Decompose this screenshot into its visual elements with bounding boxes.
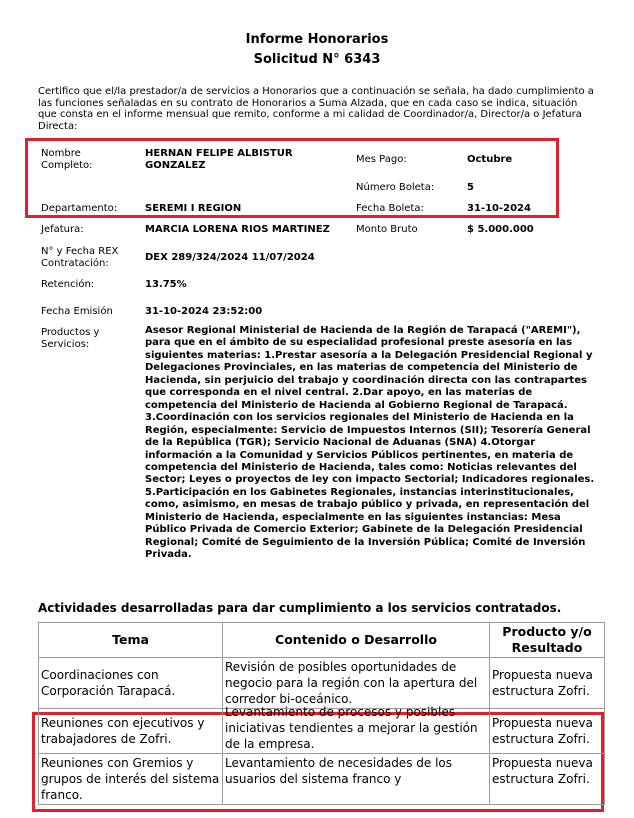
monto-bruto-value: $ 5.000.000	[467, 224, 534, 235]
table-cell-text: Levantamiento de procesos y posibles iniciativas tendientes a mejorar la gestión de la empresa.	[225, 705, 478, 751]
rex-value: DEX 289/324/2024 11/07/2024	[145, 252, 315, 263]
fecha-boleta-value: 31-10-2024	[467, 203, 531, 214]
fecha-emision-label: Fecha Emisión	[41, 306, 113, 317]
numero-boleta-label: Número Boleta:	[356, 182, 435, 193]
document-subtitle: Solicitud N° 6343	[253, 52, 381, 67]
jefatura-value: MARCIA LORENA RIOS MARTINEZ	[145, 224, 330, 235]
table-row	[39, 709, 605, 754]
departamento-label: Departamento:	[41, 203, 118, 214]
table-row	[39, 658, 605, 709]
table-cell: Propuesta nueva estructura Zofri.	[490, 754, 605, 805]
table-cell: Coordinaciones con Corporación Tarapacá.	[39, 658, 223, 709]
table-cell: Propuesta nueva estructura Zofri.	[490, 658, 605, 709]
table-cell	[223, 705, 490, 754]
table-cell: Propuesta nueva estructura Zofri.	[490, 709, 605, 754]
jefatura-label: Jefatura:	[41, 224, 84, 235]
numero-boleta-value: 5	[467, 182, 474, 193]
activities-title: Actividades desarrolladas para dar cumplimiento a los servicios contratados.	[38, 601, 562, 615]
mes-pago-label: Mes Pago:	[356, 154, 407, 165]
mes-pago-value: Octubre	[467, 154, 513, 165]
table-cell: Levantamiento de necesidades de los usuarios del sistema franco y	[223, 754, 490, 805]
productos-label: Productos y Servicios:	[41, 327, 100, 350]
monto-bruto-label: Monto Bruto	[356, 224, 418, 235]
nombre-label: Nombre Completo:	[41, 148, 93, 171]
nombre-value: HERNAN FELIPE ALBISTUR GONZALEZ	[145, 148, 293, 171]
productos-value: Asesor Regional Ministerial de Hacienda de la Región de Tarapacá ("AREMI"), para que en el ámbito de su especialidad profesional preste asesoría en las siguientes materias: 1.Prestar asesoría a la Delegación Presidencial Regional y Delegaciones Provinciales, en las materias de competencia del Ministerio de Hacienda, sin perjuicio del trabajo y coordinación directa con las contrapartes que corresponda en el nivel central. 2.Dar apoyo, en las materias de competencia del Ministerio de Hacienda al Gobierno Regional de Tarapacá. 3.Coordinación con los servicios regionales del Ministerio de Hacienda en la Región, especialmente: Servicio de Impuestos Internos (SII); Tesorería General de la República (TGR); Servicio Nacional de Aduanas (SNA) 4.Otorgar información a la Comunidad y Servicios Públicos pertinentes, en materia de competencia del Ministerio de Hacienda, tales como: Noticias relevantes del Sector; Leyes o proyectos de ley con impacto Sectorial; Indicadores regionales. 5.Participación en los Gabinetes Regionales, instancias interinstitucionales, como, asimismo, en mesas de trabajo público y privada, en representación del Ministerio de Hacienda, especialmente en las siguientes instancias: Mesa Público Privada de Comercio Exterior; Gabinete de la Delegación Presidencial Regional; Comité de Seguimiento de la Inversión Pública; Comité de Inversión Privada.	[145, 325, 595, 561]
departamento-value: SEREMI I REGION	[145, 203, 242, 214]
fecha-emision-value: 31-10-2024 23:52:00	[145, 306, 263, 317]
table-cell: Reuniones con ejecutivos y trabajadores de Zofri.	[39, 709, 223, 754]
document-title: Informe Honorarios	[245, 32, 389, 47]
column-header-producto: Producto y/o Resultado	[490, 623, 605, 658]
activities-table	[38, 622, 605, 805]
table-row	[39, 754, 605, 805]
retencion-value: 13.75%	[145, 279, 187, 290]
column-header-contenido: Contenido o Desarrollo	[223, 623, 490, 658]
certification-text: Certifico que el/la prestador/a de servicios a Honorarios que a continuación se señala, ha dado cumplimiento a las funciones señaladas en su contrato de Honorarios a Suma Alzada, que en cada caso se indica, situación que consta en el informe mensual que remito, conforme a mi calidad de Coordinador/a, Director/a o Jefatura Directa:	[38, 86, 594, 132]
table-cell: Revisión de posibles oportunidades de negocio para la región con la apertura del corredor bi-oceánico.	[223, 658, 490, 709]
column-header-tema: Tema	[39, 623, 223, 658]
fecha-boleta-label: Fecha Boleta:	[356, 203, 424, 214]
retencion-label: Retención:	[41, 279, 95, 290]
rex-label: N° y Fecha REX Contratación:	[41, 246, 119, 269]
table-cell: Reuniones con Gremios y grupos de interés del sistema franco.	[39, 754, 223, 805]
